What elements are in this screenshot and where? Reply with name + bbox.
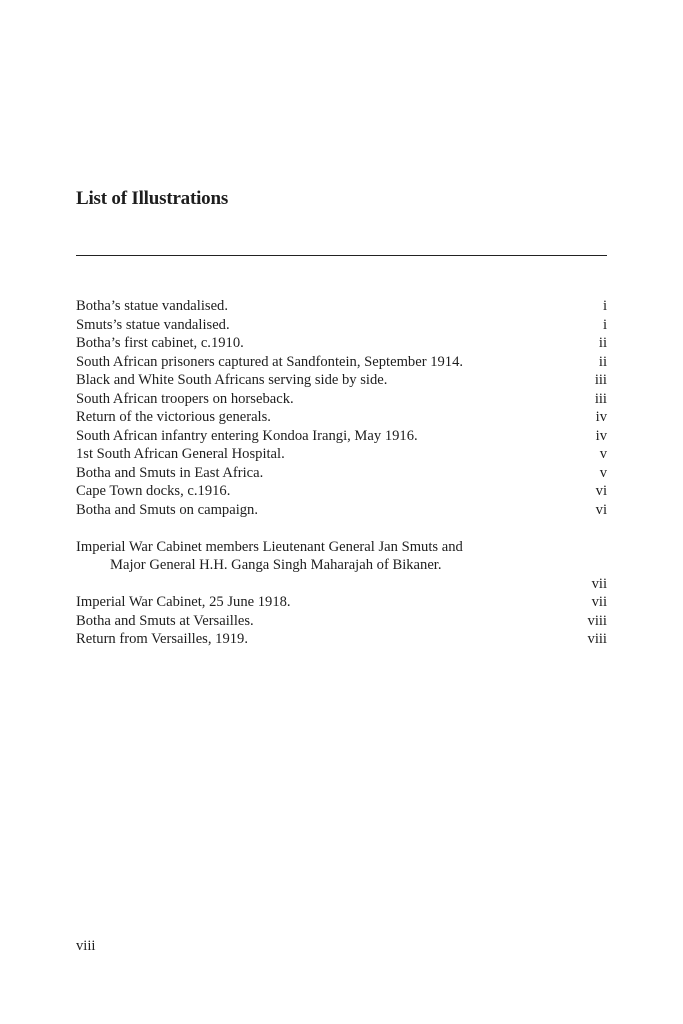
entry-page-number: iv [595, 427, 607, 444]
entry-page-number: v [599, 464, 607, 481]
list-item [76, 482, 607, 501]
entry-page-number: viii [587, 612, 607, 629]
title-rule [76, 255, 607, 256]
list-item [76, 427, 607, 446]
entry-page-number: vii [591, 575, 607, 592]
entry-page-number: ii [598, 335, 607, 351]
entry-caption: Botha and Smuts in East Africa. [76, 464, 264, 481]
list-item [76, 464, 607, 483]
list-item [76, 371, 607, 390]
entry-page-number: ii [598, 353, 607, 370]
list-item [76, 593, 607, 612]
list-item [76, 630, 607, 649]
entry-page-number: vi [595, 501, 607, 518]
list-item [76, 501, 607, 520]
entry-caption: Return from Versailles, 1919. [76, 631, 248, 647]
entry-caption: South African prisoners captured at Sandfontein, September 1914. [76, 353, 464, 370]
entry-page-number: vii [591, 594, 607, 610]
entry-page-number: viii [587, 631, 607, 647]
entry-page-number: iv [595, 409, 607, 425]
entry-caption: Botha and Smuts at Versailles. [76, 612, 254, 629]
entry-page-number: i [602, 316, 607, 333]
entry-caption: South African infantry entering Kondoa Irangi, May 1916. [76, 427, 418, 444]
entry-page-number: iii [594, 390, 607, 407]
list-item [76, 390, 607, 409]
entry-caption-two-line [76, 519, 463, 593]
entry-caption: South African troopers on horseback. [76, 390, 294, 407]
entry-page-number: v [599, 446, 607, 462]
page-title: List of Illustrations [76, 188, 229, 209]
entry-caption: Smuts’s statue vandalised. [76, 316, 230, 333]
entry-caption: Black and White South Africans serving side by side. [76, 372, 388, 388]
list-item [76, 612, 607, 631]
entry-page-number: i [602, 298, 607, 314]
list-item [76, 408, 607, 427]
entry-caption: 1st South African General Hospital. [76, 446, 285, 462]
entry-caption-first-line: Imperial War Cabinet members Lieutenant General Jan Smuts and [76, 538, 463, 555]
entry-caption: Botha’s first cabinet, c.1910. [76, 335, 244, 351]
illustrations-list [76, 297, 607, 649]
page-folio: viii [76, 938, 96, 954]
list-item [76, 353, 607, 372]
list-item [76, 519, 607, 593]
entry-page-number: iii [594, 372, 607, 388]
entry-caption: Botha and Smuts on campaign. [76, 501, 258, 518]
entry-page-number: vi [595, 483, 607, 499]
entry-caption: Cape Town docks, c.1916. [76, 483, 231, 499]
list-item [76, 297, 607, 316]
entry-caption: Imperial War Cabinet, 25 June 1918. [76, 594, 291, 610]
list-item [76, 334, 607, 353]
list-item [76, 316, 607, 335]
entry-caption: Return of the victorious generals. [76, 409, 271, 425]
list-item [76, 445, 607, 464]
entry-caption-continuation: Major General H.H. Ganga Singh Maharajah of Bikaner. [110, 557, 442, 573]
entry-caption: Botha’s statue vandalised. [76, 298, 228, 314]
